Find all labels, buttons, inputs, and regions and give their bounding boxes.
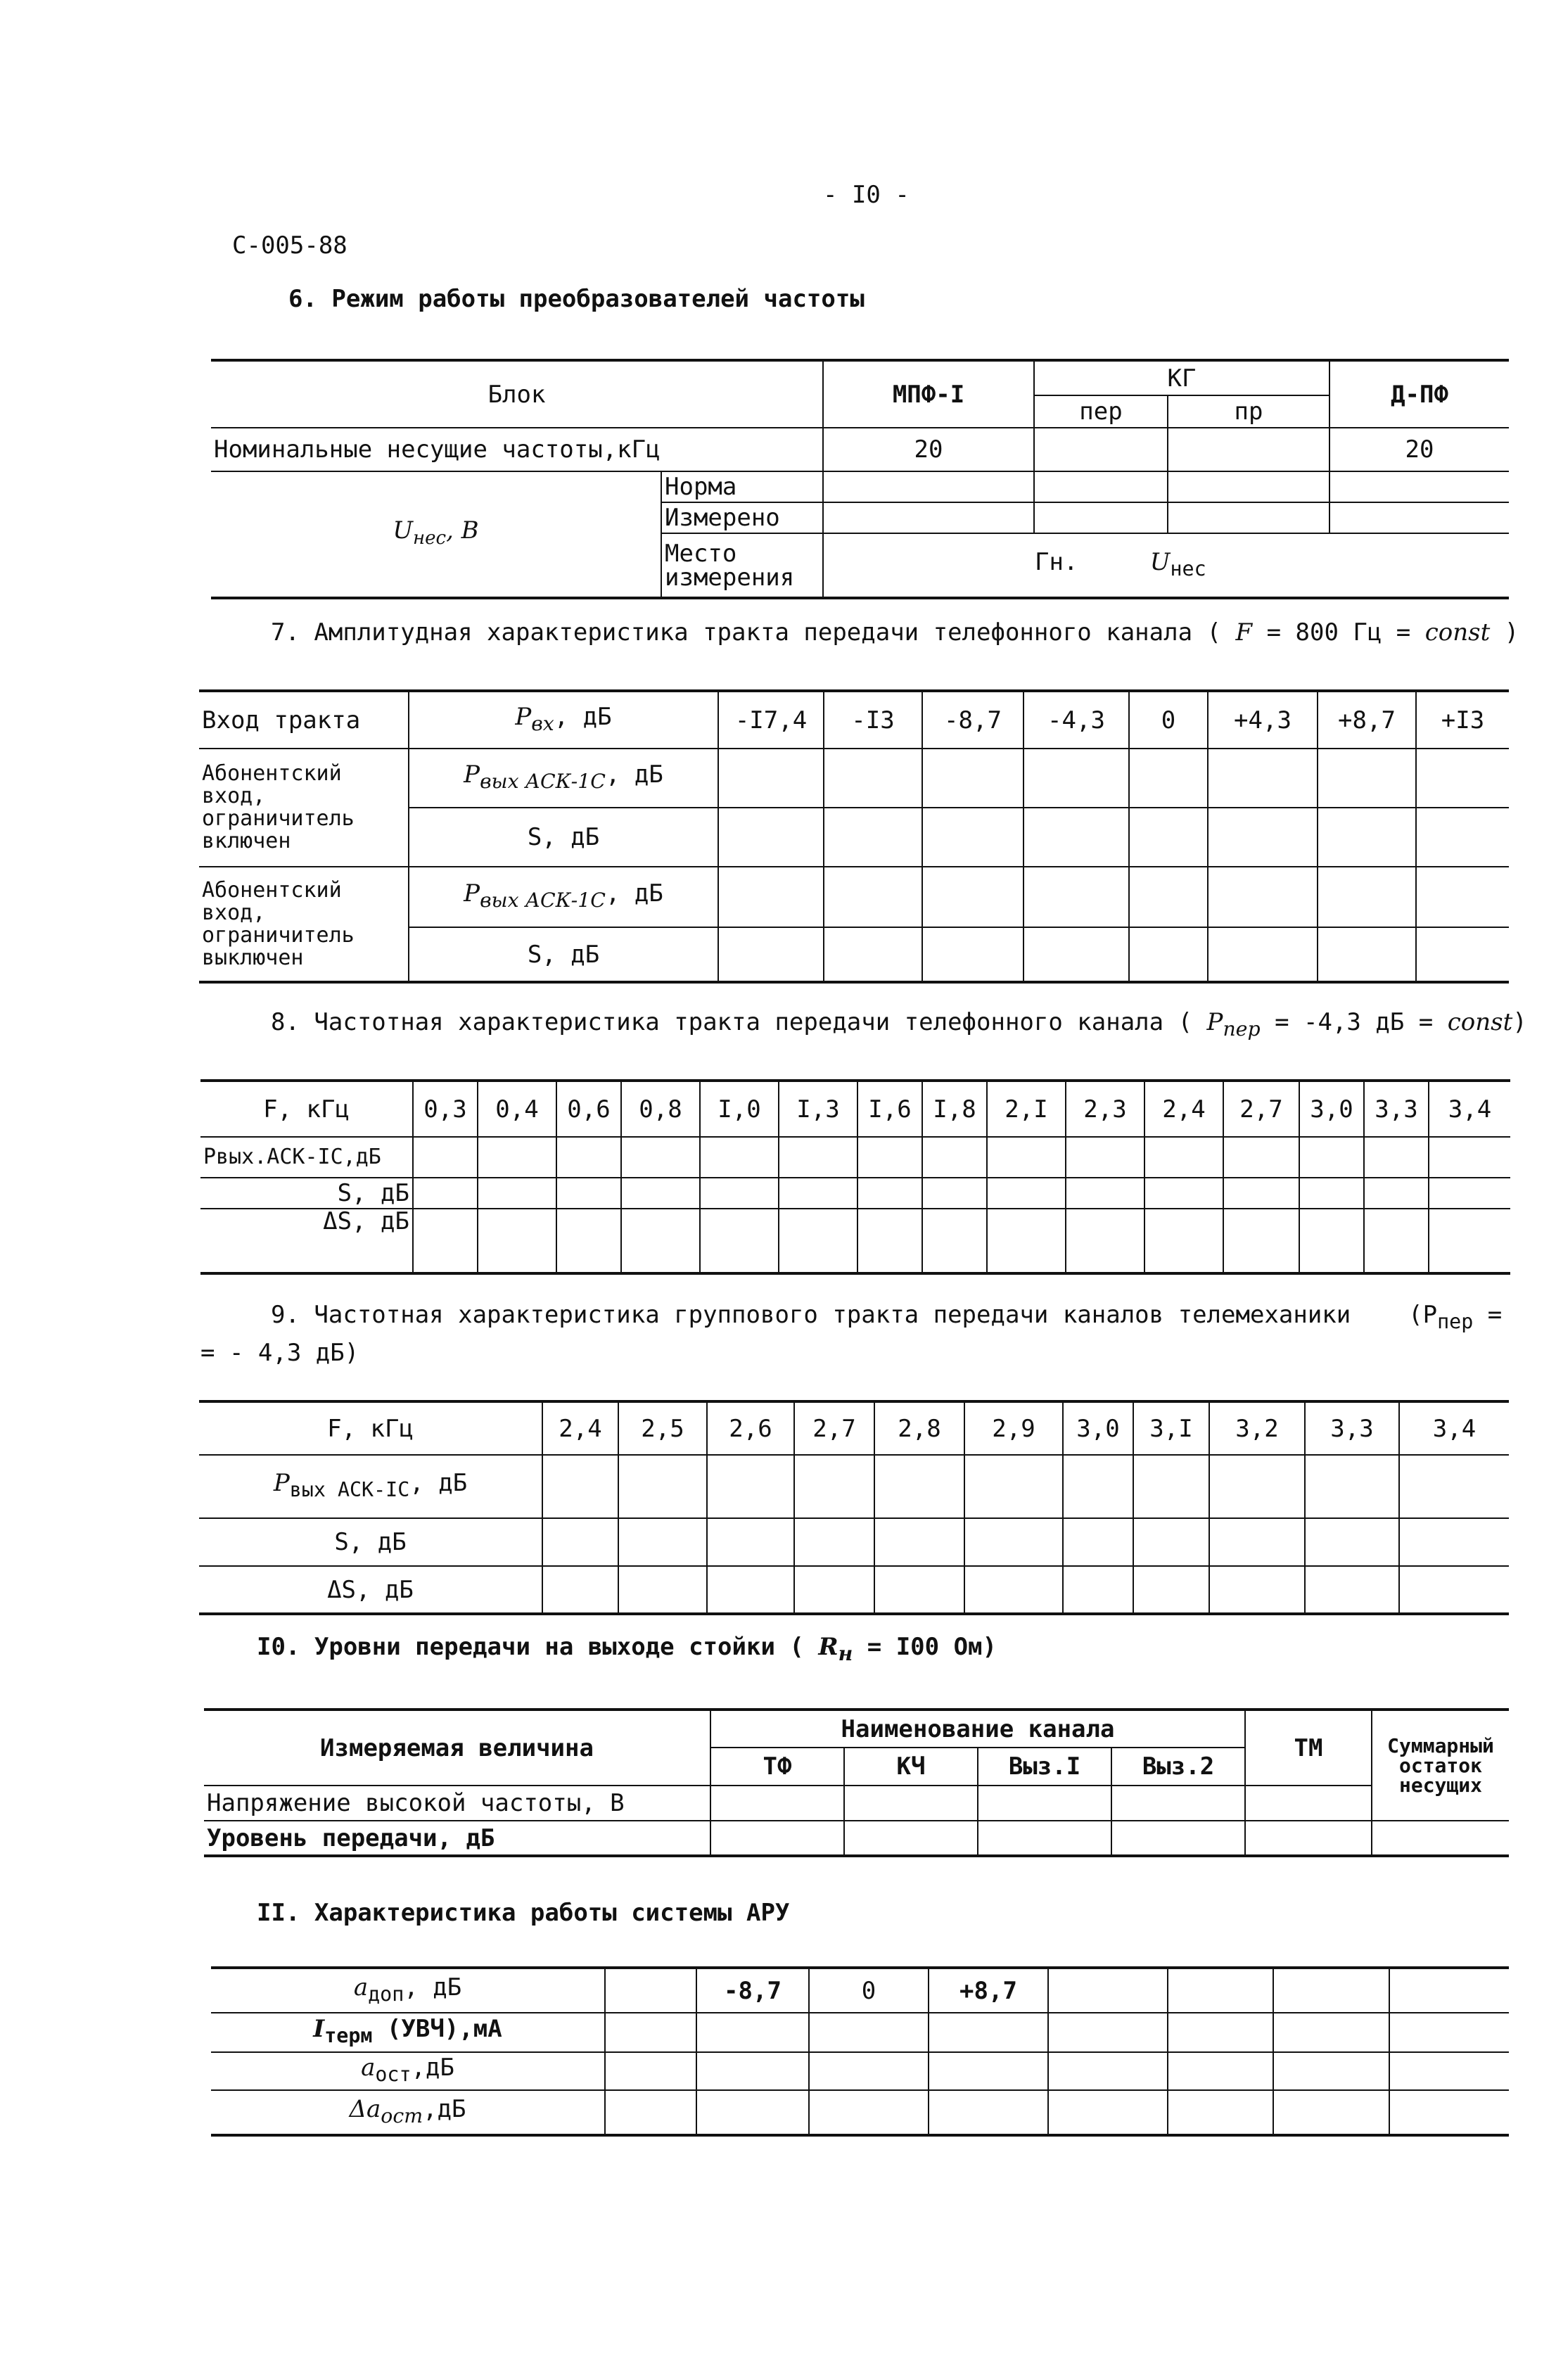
header-measured: Измеряемая величина: [204, 1710, 710, 1786]
row-pout-2: $P_{вых АСК-1С}$, дБ: [409, 867, 718, 927]
freq-2: 2,5: [618, 1401, 707, 1455]
level-1: -I7,4: [718, 691, 824, 749]
row-s-1: S, дБ: [409, 808, 718, 867]
section-9-title-line2: = - 4,3 дБ): [200, 1339, 359, 1367]
freq-13: 3,0: [1299, 1081, 1364, 1137]
row-a-ost: $a_{ост},дБ$: [211, 2052, 605, 2090]
freq-2: 0,4: [478, 1081, 556, 1137]
header-kg-pr: пр: [1168, 395, 1329, 428]
freq-6: 2,9: [964, 1401, 1063, 1455]
row-nominal-mpf: 20: [823, 428, 1034, 471]
agc-table: [211, 1966, 1509, 2137]
freq-12: 2,7: [1223, 1081, 1299, 1137]
row-pout: Pвых.АСК-IС,дБ: [200, 1137, 413, 1178]
row-pout: $P_{вых АСК-IС}$, дБ: [199, 1455, 542, 1518]
level-8: +I3: [1416, 691, 1509, 749]
row-level-label: Уровень передачи, дБ: [204, 1821, 710, 1856]
row-i-term: $I_{терм}$ (УВЧ),мА: [211, 2013, 605, 2052]
freq-11: 2,4: [1144, 1081, 1223, 1137]
row-mesto-value: Гн. $U_{нес}$: [823, 533, 1509, 598]
header-tf: ТФ: [710, 1748, 844, 1786]
row-izmereno-label: Измерено: [661, 502, 823, 533]
agc-col-7: [1273, 1968, 1389, 2013]
agc-col-1: [605, 1968, 696, 2013]
header-mpf: МПФ-I: [823, 360, 1034, 428]
header-channel: Наименование канала: [710, 1710, 1245, 1748]
frequency-table-2: [199, 1400, 1509, 1615]
group-limiter-on-label: Абонентский вход, ограничитель включен: [199, 749, 409, 867]
row-s: S, дБ: [200, 1178, 413, 1209]
row-a-dop: $a_{доп}$, дБ: [211, 1968, 605, 2013]
header-kch: КЧ: [844, 1748, 978, 1786]
amplitude-table: [199, 689, 1509, 984]
row-norma-label: Норма: [661, 471, 823, 502]
row-delta-a-ost: $\Delta a_{ост},дБ$: [211, 2090, 605, 2135]
agc-col-2: -8,7: [696, 1968, 809, 2013]
level-6: +4,3: [1208, 691, 1318, 749]
level-2: -I3: [824, 691, 922, 749]
section-9-title: 9. Частотная характеристика группового тракта передачи каналов телемеханики ($P_{пер}$ =: [271, 1301, 1503, 1333]
freq-8: I,8: [922, 1081, 987, 1137]
freq-3: 0,6: [556, 1081, 621, 1137]
freq-7: I,6: [857, 1081, 922, 1137]
converters-table: [211, 359, 1509, 599]
section-8-title: 8. Частотная характеристика тракта передачи телефонного канала ( $P_{пер} = -4,3$ дБ = const): [271, 1008, 1527, 1041]
header-input: Вход тракта: [199, 691, 409, 749]
freq-1: 2,4: [542, 1401, 618, 1455]
group-limiter-off-label: Абонентский вход, ограничитель выключен: [199, 867, 409, 982]
level-7: +8,7: [1318, 691, 1416, 749]
level-3: -8,7: [922, 691, 1023, 749]
agc-col-8: [1389, 1968, 1509, 2013]
header-vyz1: Выз.I: [978, 1748, 1111, 1786]
header-dpf: Д-ПФ: [1329, 360, 1509, 428]
freq-5: I,0: [700, 1081, 779, 1137]
agc-col-6: [1168, 1968, 1273, 2013]
header-vyz2: Выз.2: [1111, 1748, 1245, 1786]
freq-10: 3,3: [1305, 1401, 1399, 1455]
agc-col-3: 0: [809, 1968, 929, 2013]
section-6-title: 6. Режим работы преобразователей частоты: [288, 285, 865, 313]
agc-col-5: [1048, 1968, 1168, 2013]
freq-9: 2,I: [987, 1081, 1066, 1137]
section-11-title: II. Характеристика работы системы АРУ: [257, 1899, 790, 1927]
page-number: - I0 -: [823, 181, 910, 209]
row-s-2: S, дБ: [409, 927, 718, 982]
section-7-title: 7. Амплитудная характеристика тракта передачи телефонного канала ( F = 800 Гц = const ): [271, 618, 1519, 647]
document-code: С-005-88: [232, 231, 347, 260]
header-pin: $P_{вх}$, дБ: [409, 691, 718, 749]
row-voltage-label: Напряжение высокой частоты, В: [204, 1786, 710, 1821]
u-carrier-label: $U_{нес}$, В: [211, 471, 661, 598]
row-nominal-freq-label: Номинальные несущие частоты,кГц: [211, 428, 823, 471]
freq-5: 2,8: [874, 1401, 964, 1455]
row-delta-s: ΔS, дБ: [199, 1566, 542, 1614]
freq-6: I,3: [779, 1081, 857, 1137]
freq-3: 2,6: [707, 1401, 794, 1455]
row-delta-s: ΔS, дБ: [200, 1209, 413, 1273]
agc-col-4: +8,7: [929, 1968, 1048, 2013]
row-nominal-dpf: 20: [1329, 428, 1509, 471]
freq-11: 3,4: [1399, 1401, 1509, 1455]
header-f: F, кГц: [200, 1081, 413, 1137]
freq-4: 0,8: [621, 1081, 700, 1137]
level-4: -4,3: [1023, 691, 1129, 749]
freq-15: 3,4: [1429, 1081, 1510, 1137]
freq-14: 3,3: [1364, 1081, 1429, 1137]
freq-1: 0,3: [413, 1081, 478, 1137]
output-levels-table: [204, 1708, 1509, 1857]
header-kg: КГ: [1034, 360, 1329, 395]
header-tm: ТМ: [1245, 1710, 1372, 1786]
row-s: S, дБ: [199, 1518, 542, 1566]
row-mesto-label: Место измерения: [661, 533, 823, 598]
freq-4: 2,7: [794, 1401, 874, 1455]
freq-9: 3,2: [1209, 1401, 1305, 1455]
freq-10: 2,3: [1066, 1081, 1144, 1137]
header-f: F, кГц: [199, 1401, 542, 1455]
level-5: 0: [1129, 691, 1208, 749]
header-kg-per: пер: [1034, 395, 1168, 428]
row-pout-1: $P_{вых АСК-1С}$, дБ: [409, 749, 718, 808]
header-sum: Суммарный остаток несущих: [1372, 1710, 1509, 1821]
section-10-title: I0. Уровни передачи на выходе стойки ( $R_н = I00$ Ом): [257, 1633, 997, 1665]
freq-8: 3,I: [1133, 1401, 1209, 1455]
header-block: Блок: [211, 360, 823, 428]
frequency-table-1: [200, 1079, 1510, 1275]
freq-7: 3,0: [1063, 1401, 1133, 1455]
